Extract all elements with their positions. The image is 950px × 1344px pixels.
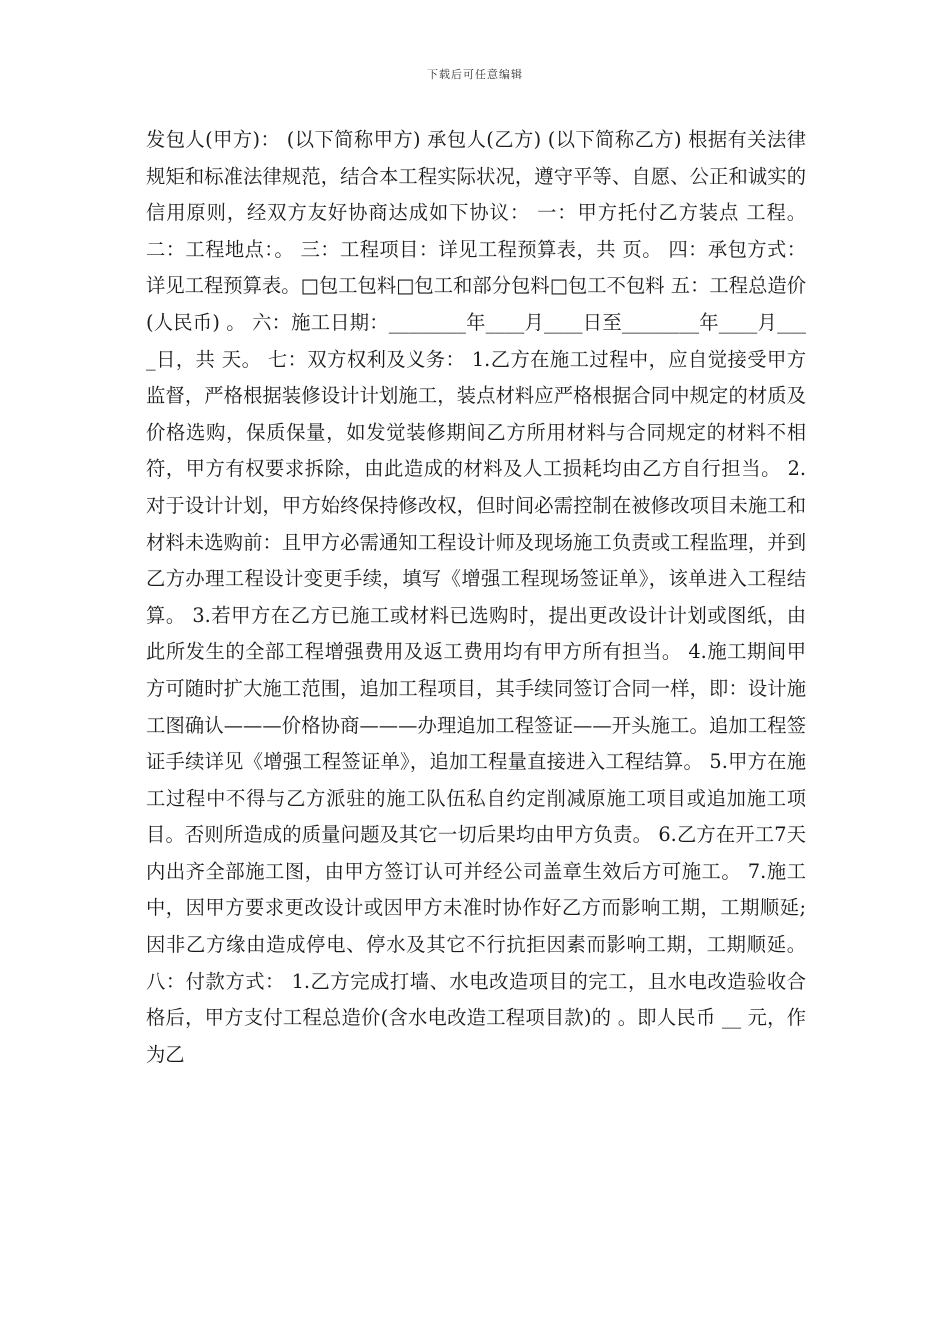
contract-body-text: 发包人(甲方)： (以下简称甲方) 承包人(乙方) (以下简称乙方) 根据有关法律规矩和标准法律规范，结合本工程实际状况，遵守平等、自愿、公正和诚实的信用原则，经双方友好协商达成如下协议： 一：甲方托付乙方装点 工程。 二：工程地点：。 三：工程项目：详见工程预算表，共 页。 四：承包方式：详见工程预算表。□包工包料□包工和部分包料□包工不包料 五：工程总造价(人民币) 。 六：施工日期：________年____月____日至________年____月____日，共 天。 七：双方权利及义务： 1.乙方在施工过程中，应自觉接受甲方监督，严格根据装修设计计划施工，装点材料应严格根据合同中规定的材质及价格选购，保质保量，如发觉装修期间乙方所用材料与合同规定的材料不相符，甲方有权要求拆除，由此造成的材料及人工损耗均由乙方自行担当。 2.对于设计计划，甲方始终保持修改权，但时间必需控制在被修改项目未施工和材料未选购前：且甲方必需通知工程设计师及现场施工负责或工程监理，并到乙方办理工程设计变更手续，填写《增强工程现场签证单》，该单进入工程结算。 3.若甲方在乙方已施工或材料已选购时，提出更改设计计划或图纸，由此所发生的全部工程增强费用及返工费用均有甲方所有担当。 4.施工期间甲方可随时扩大施工范围，追加工程项目，其手续同签订合同一样，即：设计施工图确认———价格协商———办理追加工程签证——开头施工。追加工程签证手续详见《增强工程签证单》，追加工程量直接进入工程结算。 5.甲方在施工过程中不得与乙方派驻的施工队伍私自约定削减原施工项目或追加施工项目。否则所造成的质量问题及其它一切后果均由甲方负责。 6.乙方在开工7天内出齐全部施工图，由甲方签订认可并经公司盖章生效后方可施工。 7.施工中，因甲方要求更改设计或因甲方未准时协作好乙方而影响工期，工期顺延;因非乙方缘由造成停电、停水及其它不行抗拒因素而影响工期，工期顺延。 八：付款方式： 1.乙方完成打墙、水电改造项目的完工，且水电改造验收合格后，甲方支付工程总造价(含水电改造工程项目款)的 。即人民币 __ 元，作为乙	[146, 128, 806, 1066]
page-header: 下载后可任意编辑	[427, 68, 523, 81]
